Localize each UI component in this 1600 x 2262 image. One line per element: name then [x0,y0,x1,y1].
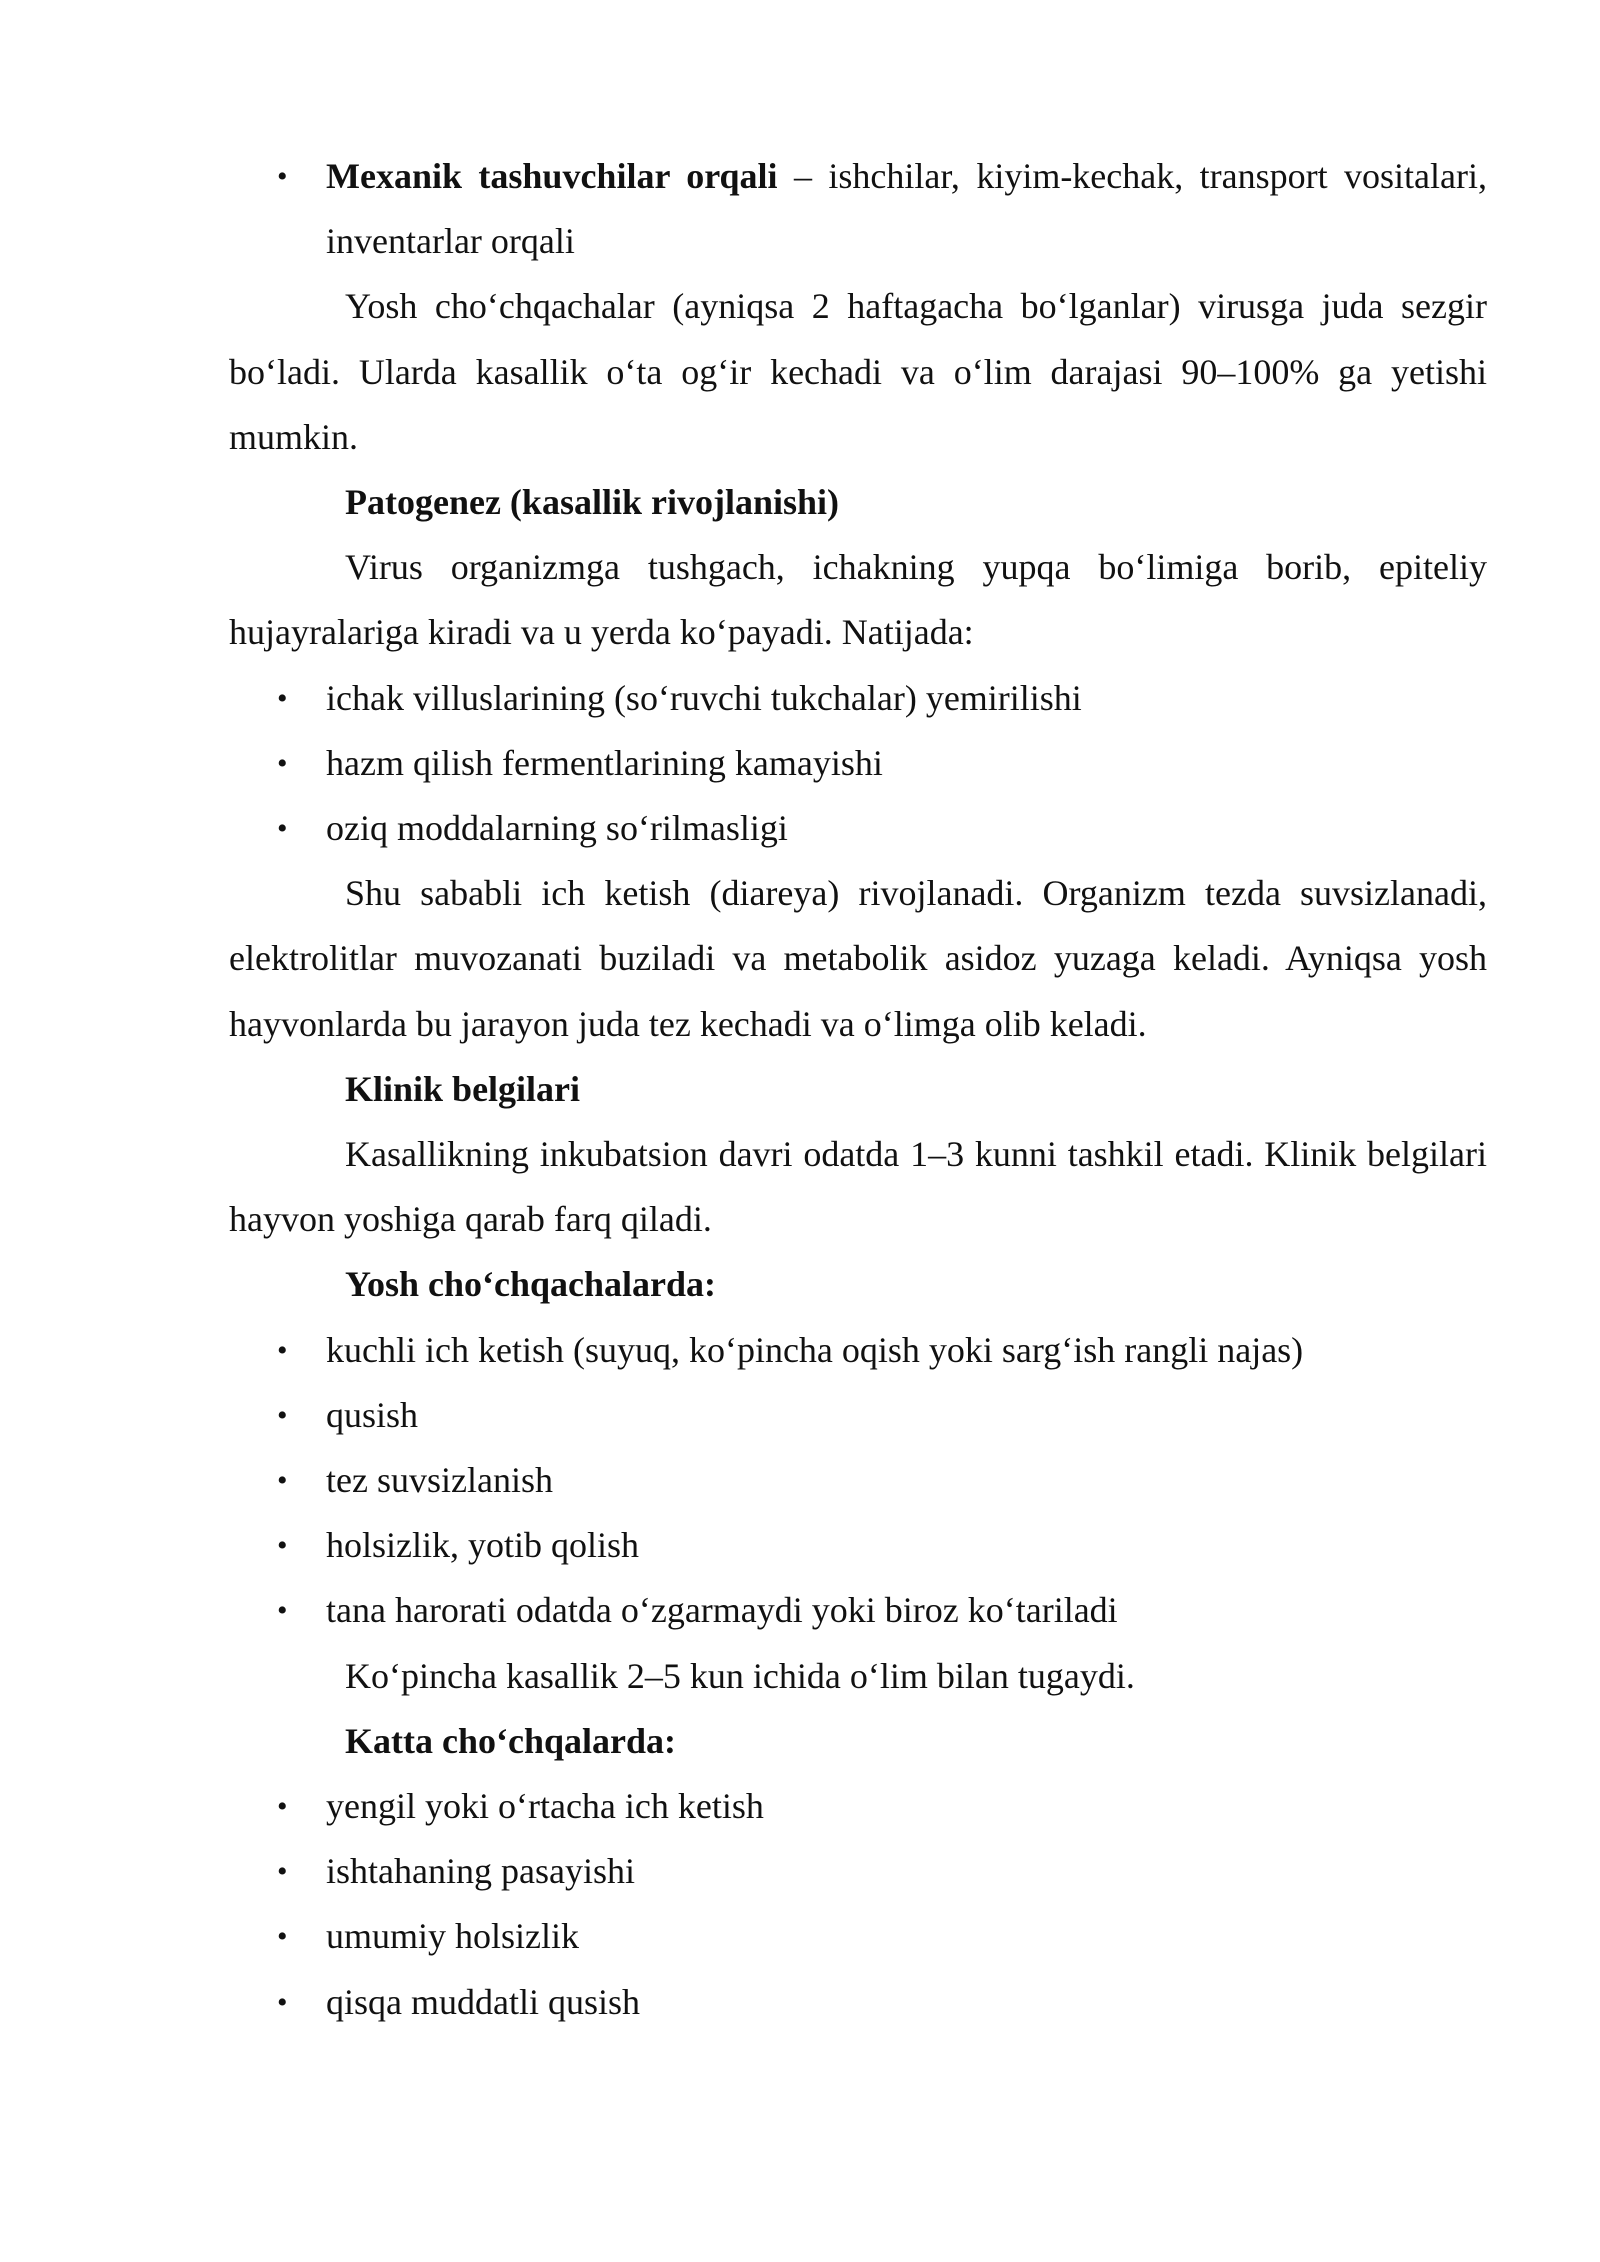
list-item-text: tana harorati odatda o‘zgarmaydi yoki biroz ko‘tariladi [326,1590,1118,1631]
paragraph-diarrhea: Shu sababli ich ketish (diareya) rivojlanadi. Organizm tezda suvsizlanadi, elektrolitlar muvozanati buziladi va metabolik asidoz yuzaga keladi. Ayniqsa yosh hayvonlarda bu jarayon juda tez kechadi va o‘limga olib keladi. [229,873,1487,1044]
list-item-text: qisqa muddatli qusish [326,1981,640,2022]
heading-pathogenesis: Patogenez (kasallik rivojlanishi) [345,482,839,523]
list-item [229,144,1487,274]
list-item [229,666,1487,731]
bullet-icon: • [277,1985,288,2019]
list-item-text: hazm qilish fermentlarining kamayishi [326,742,883,783]
list-item [229,1318,1487,1383]
list-item [229,1839,1487,1904]
list-item-text: – ishchilar, kiyim-kechak, transport vositalari, inventarlar orqali [326,156,1487,262]
list-item-text: ichak villuslarining (so‘ruvchi tukchalar) yemirilishi [326,677,1082,718]
heading-clinical-signs: Klinik belgilari [345,1068,581,1109]
list-item-text: yengil yoki o‘rtacha ich ketish [326,1786,764,1827]
list-item [229,1578,1487,1643]
list-item-text: holsizlik, yotib qolish [326,1525,640,1566]
list-item [229,1904,1487,1969]
list-item [229,1383,1487,1448]
bullet-icon: • [277,1464,288,1498]
heading-adult-pigs: Katta cho‘chqalarda: [345,1720,676,1761]
heading-young-piglets: Yosh cho‘chqachalarda: [345,1264,717,1305]
bullet-icon: • [277,1594,288,1628]
bullet-icon: • [277,1529,288,1563]
list-item [229,1513,1487,1578]
paragraph-pathogenesis: Virus organizmga tushgach, ichakning yupqa bo‘limiga borib, epiteliy hujayralariga kiradi va u yerda ko‘payadi. Natijada: [229,547,1487,653]
bullet-icon: • [277,160,288,193]
paragraph-outcome: Ko‘pincha kasallik 2–5 kun ichida o‘lim bilan tugaydi. [345,1655,1135,1696]
list-item [229,796,1487,861]
list-item [229,731,1487,796]
list-item [229,1448,1487,1513]
list-item-text: qusish [326,1394,419,1435]
bullet-icon: • [277,681,288,715]
list-item-bold-label: Mexanik tashuvchilar orqali [326,156,778,196]
list-item-text: ishtahaning pasayishi [326,1851,635,1892]
paragraph-young-piglets: Yosh cho‘chqachalar (ayniqsa 2 haftagacha bo‘lganlar) virusga juda sezgir bo‘ladi. Ularda kasallik o‘ta og‘ir kechadi va o‘lim darajasi 90–100% ga yetishi mumkin. [229,286,1487,457]
list-item-text: oziq moddalarning so‘rilmasligi [326,808,788,849]
list-item-text: kuchli ich ketish (suyuq, ko‘pincha oqish yoki sarg‘ish rangli najas) [326,1329,1304,1370]
paragraph-incubation: Kasallikning inkubatsion davri odatda 1–3 kunni tashkil etadi. Klinik belgilari hayvon yoshiga qarab farq qiladi. [229,1134,1487,1240]
bullet-icon: • [277,1398,288,1432]
list-item-text: umumiy holsizlik [326,1916,580,1957]
bullet-icon: • [277,1855,288,1889]
bullet-icon: • [277,812,288,846]
list-item-text: tez suvsizlanish [326,1460,553,1501]
bullet-icon: • [277,746,288,780]
adult-signs-list [229,1774,1487,2035]
bullet-icon: • [277,1790,288,1824]
bullet-icon: • [277,1920,288,1954]
bullet-icon: • [277,1333,288,1367]
document-page [229,144,1487,2035]
list-item [229,1970,1487,2035]
young-signs-list [229,1318,1487,1644]
list-item [229,1774,1487,1839]
transmission-list [229,144,1487,274]
pathogenesis-list [229,666,1487,862]
